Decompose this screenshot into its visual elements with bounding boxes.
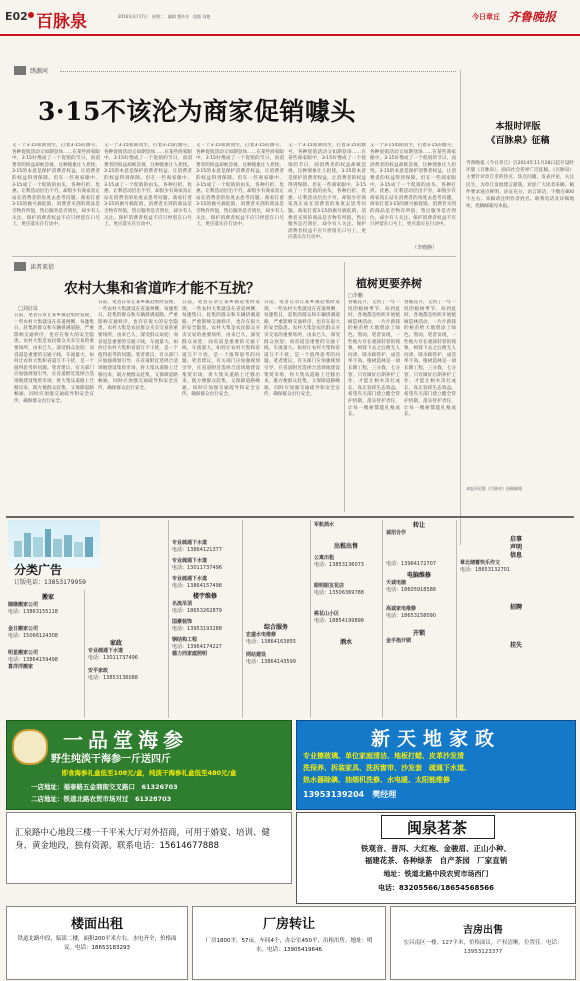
hall-rent-text: 汇泉路中心地段三楼一千平米大厅对外招商，可用于婚宴、培训、健身、黄金地段，独有资源。联系电话：15614677888 (15, 828, 271, 851)
article-315-col3: 又一个3·15如期而至，打着3·15的旗号，各种促销活动又如期登场……在某些商家眼中，3·15好像成了一个促销的节日，而消费者的权益却被忽视，这种现象让人担忧。3·15的本意是保护消费者权益，让消费者的权益得到保障。但在一些商家眼中，3·15成了一个促销的由头，各种打折、优惠、让利活动层出不穷，却很少有商家真正站在消费者的角度去思考问题。商家打着3·15的旗号搞促销，消费者买到的商品是否物有所值，售后服务是否到位，却少有人关注。保护消费者权益不应只停留在口号上，更应落实在行动中。 (196, 143, 284, 228)
hk-title: 新天地家政 (370, 728, 501, 750)
seacuc-logo (12, 729, 48, 765)
hk-line1: 专业擦玻璃、单位家庭清洁、地板打蜡、皮革沙发清 (303, 752, 464, 760)
hk-1-phone: 电话：13011737496 (88, 655, 138, 661)
tr-3-phone: 电话：18653158090 (386, 613, 436, 619)
moving-head: 搬家 (41, 594, 54, 601)
tea-line1: 铁观音、普洱、大红袍、金骏眉、正山小种、 (361, 844, 511, 853)
svc-7: 德力西家庭照明 (172, 651, 208, 657)
classified-title: 分类广告 (14, 563, 63, 577)
rental-head: 出租出售 (333, 543, 358, 550)
classified-phone: 订版电话：13853179959 (14, 579, 86, 586)
notice-head: 启事 (509, 536, 522, 543)
svc-2-phone: 电话：13011737496 (172, 565, 222, 571)
cls-div-1 (84, 590, 85, 718)
factory-title: 厂房转让 (262, 917, 315, 932)
ad-house-sale (390, 906, 576, 980)
rent-1: 公寓出租 (314, 555, 335, 561)
general-head: 综合服务 (263, 624, 288, 631)
hk-phone: 13953139204 樊经理 (303, 790, 397, 799)
headline-market: 农村大集和省道咋才能不互扰？ (64, 281, 260, 297)
gen-1-phone: 电话：13864163855 (246, 639, 296, 645)
cls-div-2 (168, 520, 169, 718)
ad-housekeeping (296, 720, 576, 810)
recruit-head: 招聘 (509, 604, 522, 611)
section-dot (28, 12, 34, 18)
letter-label: 读者来信 (30, 264, 55, 271)
moving-3: 明星搬家公司 (8, 650, 39, 656)
svc-4: 名流吊顶 (172, 601, 193, 607)
newspaper-logo: 齐鲁晚报 (508, 10, 557, 24)
rent-1-phone: 电话：13853136073 (314, 562, 364, 568)
gen-1: 宏盛水电维修 (246, 632, 277, 638)
tea-phone: 电话：83205566/18654568566 (377, 884, 495, 892)
cls-div-6 (456, 520, 457, 718)
classified-col-notices (460, 522, 572, 650)
column-label-bar (14, 66, 26, 75)
tr-3: 高诚家电维修 (386, 606, 417, 612)
tr-2-phone: 电话：18605918588 (386, 587, 436, 593)
call-body: 齐鲁晚报《今日章丘》自2014年11月28日起开设时评版《百脉泉》，面向社会各界广泛征稿。《百脉泉》主要针对章丘市的热点、焦点问题，发表评论，关注民生，为章丘发展建言献策。欢迎广大读者来稿，稿件要求观点鲜明、论证充分、语言简洁，字数在800字左右。来稿请注明作者姓名、联系电话及详细地址。投稿邮箱见本报。 (466, 161, 574, 210)
trees-byline: □李鹏 (348, 293, 363, 299)
skyline-icon (12, 527, 96, 557)
rent-2-phone: 电话：13506369788 (314, 590, 364, 596)
column-label-rule (60, 71, 456, 72)
info-head: 信息 (509, 552, 522, 559)
tea-line2: 福建花茶、各种绿茶 自产茶园 厂家直销 (364, 856, 508, 865)
article-315-col4: 又一个3·15如期而至，打着3·15的旗号，各种促销活动又如期登场……在某些商家眼中，3·15好像成了一个促销的节日，而消费者的权益却被忽视，这种现象让人担忧。3·15的本意是保护消费者权益，让消费者的权益得到保障。但在一些商家眼中，3·15成了一个促销的由头，各种打折、优惠、让利活动层出不穷，却很少有商家真正站在消费者的角度去思考问题。商家打着3·15的旗号搞促销，消费者买到的商品是否物有所值，售后服务是否到位，却少有人关注。保护消费者权益不应只停留在口号上，更应落实在行动中。 (288, 143, 366, 241)
svc-6: 钢结构工程 (172, 637, 198, 643)
svc-1-phone: 电话：13864121377 (172, 547, 222, 553)
hk-2: 安平家政 (88, 668, 109, 674)
page-code: E02 (5, 10, 28, 23)
tea-addr: 地址：铁道北路中段农贸市场西门 (383, 870, 489, 878)
today-label: 今日章丘 (472, 13, 500, 21)
cls-div-4 (310, 520, 311, 718)
tr-1: 诚招合作 (386, 530, 407, 536)
svc-5-phone: 电话：13953193288 (172, 626, 222, 632)
tr-2: 天诚电脑 (386, 580, 407, 586)
article-315-byline: （李晓静） (412, 245, 438, 251)
cls-div-5 (382, 520, 383, 718)
tea-title: 闽泉茗茶 (406, 819, 467, 837)
svc-4-phone: 电话：18653262879 (172, 608, 222, 614)
nt-1-phone: 电话：18653132701 (460, 567, 510, 573)
letter-label-bar (14, 262, 26, 271)
article-market-col2: 日前，笔者在章丘某乡镇赶集时发现，一些农村大集就设在省道两侧，每逢集日，赶集的群众和车辆挤满道路，严重影响交通秩序，也存在很大的安全隐患。农村大集是农民群众买卖交易的重要场所，由来已久，深受群众欢迎；而省道是重要的交通干线，车流量大。如何让农村大集和省道互不干扰，是一个值得思考的问题。笔者建议，有关部门应加强规划引导，在省道附近选择合适场地建设集贸市场，将大集从道路上迁移出来，既方便群众赶集，又保障道路畅通，同时应加强交通疏导和安全宣传，确保群众出行安全。 (98, 300, 178, 391)
gen-2-phone: 电话：13864143599 (246, 659, 296, 665)
call-title: 本报时评版 (495, 122, 541, 132)
ad-factory (192, 906, 386, 980)
classified-col-services (172, 522, 238, 658)
moving-1: 随缘搬家公司 (8, 602, 39, 608)
call-contact: 本报评论版《百脉泉》投稿邮箱 (466, 486, 522, 491)
ad-hall-rent (6, 812, 292, 884)
svc-3-phone: 电话：13864157498 (172, 583, 222, 589)
headline-315: 3·15不该沦为商家促销噱头 (38, 97, 356, 126)
classified-col-general (246, 624, 306, 666)
lost-head: 挂失 (509, 642, 522, 649)
hk-line3: 热水器除碘、油烟机洗修、水电暖、太阳能维修 (303, 776, 450, 784)
letter-byline: □刘启泉 (18, 306, 38, 312)
pc-repair-head: 电脑维修 (406, 572, 431, 579)
article-market-col3: 日前，笔者在章丘某乡镇赶集时发现，一些农村大集就设在省道两侧，每逢集日，赶集的群众和车辆挤满道路，严重影响交通秩序，也存在很大的安全隐患。农村大集是农民群众买卖交易的重要场所，由来已久，深受群众欢迎；而省道是重要的交通干线，车流量大。如何让农村大集和省道互不干扰，是一个值得思考的问题。笔者建议，有关部门应加强规划引导，在省道附近选择合适场地建设集贸市场，将大集从道路上迁移出来，既方便群众赶集，又保障道路畅通，同时应加强交通疏导和安全宣传，确保群众出行安全。 (182, 300, 260, 398)
transfer-head: 转让 (412, 522, 425, 529)
moving-2-phone: 电话：15066124308 (8, 633, 58, 639)
hk-line2: 洗保养、拆装家具、洗拆窗帘、沙发套 疏通下水道、 (303, 764, 471, 772)
article-market-col1: 日前，笔者在章丘某乡镇赶集时发现，一些农村大集就设在省道两侧，每逢集日，赶集的群众和车辆挤满道路，严重影响交通秩序，也存在很大的安全隐患。农村大集是农民群众买卖交易的重要场所，由来已久，深受群众欢迎；而省道是重要的交通干线，车流量大。如何让农村大集和省道互不干扰，是一个值得思考的问题。笔者建议，有关部门应加强规划引导，在省道附近选择合适场地建设集贸市场，将大集从道路上迁移出来，既方便群众赶集，又保障道路畅通，同时应加强交通疏导和安全宣传，确保群众出行安全。 (14, 313, 94, 404)
article-315-col5: 又一个3·15如期而至，打着3·15的旗号，各种促销活动又如期登场……在某些商家眼中，3·15好像成了一个促销的节日，而消费者的权益却被忽视，这种现象让人担忧。3·15的本意是保护消费者权益，让消费者的权益得到保障。但在一些商家眼中，3·15成了一个促销的由头，各种打折、优惠、让利活动层出不穷，却很少有商家真正站在消费者的角度去思考问题。商家打着3·15的旗号搞促销，消费者买到的商品是否物有所值，售后服务是否到位，却少有人关注。保护消费者权益不应只停留在口号上，更应落实在行动中。 (370, 143, 456, 228)
rent-3-phone: 电话：18854199898 (314, 618, 364, 624)
classified-top-rule (6, 516, 574, 518)
svc-1: 专业疏通下水道 (172, 540, 208, 546)
tr-4: 金手指开锁 (386, 638, 412, 644)
rent-3: 桃花山小区 (314, 611, 340, 617)
classified-col-moving (8, 594, 88, 671)
city-skyline-illustration (12, 527, 96, 557)
ad-tea (296, 812, 576, 904)
svc-6-phone: 电话：13964174227 (172, 644, 222, 650)
page-header (0, 0, 580, 36)
column-label: 绣源河 (30, 68, 49, 75)
nt-1: 章北储蓄快乐作文 (460, 560, 501, 566)
house-text: 宏昌南区一楼，127平米，价格面议。产权清晰，位置佳。电话：13953123377 (403, 940, 563, 955)
article-market-col4: 日前，笔者在章丘某乡镇赶集时发现，一些农村大集就设在省道两侧，每逢集日，赶集的群众和车辆挤满道路，严重影响交通秩序，也存在很大的安全隐患。农村大集是农民群众买卖交易的重要场所，由来已久，深受群众欢迎；而省道是重要的交通干线，车流量大。如何让农村大集和省道互不干扰，是一个值得思考的问题。笔者建议，有关部门应加强规划引导，在省道附近选择合适场地建设集贸市场，将大集从道路上迁移出来，既方便群众赶集，又保障道路畅通，同时应加强交通疏导和安全宣传，确保群众出行安全。 (264, 300, 340, 398)
statement-head: 声明 (509, 544, 522, 551)
svc-5: 国豪装饰 (172, 619, 193, 625)
classified-col-transfer (386, 522, 452, 645)
floor-title: 楼面出租 (70, 917, 123, 932)
seacuc-line2: 即食海参礼盒低至108元/盒，纯淡干海参礼盒低至480元/盒 (61, 769, 237, 777)
floor-text: 铁道北路中段，临街二楼，面积200平米左右，水电齐全，价格面议。电话：18653183293 (17, 936, 177, 951)
factory-text: 厂房1800平，57亩，车间4个，办公室450平，出租出售。地址：明水。电话：13905419646 (205, 938, 373, 953)
house-title: 吉房出售 (463, 925, 503, 936)
locksmith-head: 开锁 (412, 630, 425, 637)
article-315-col2: 又一个3·15如期而至，打着3·15的旗号，各种促销活动又如期登场……在某些商家眼中，3·15好像成了一个促销的节日，而消费者的权益却被忽视，这种现象让人担忧。3·15的本意是保护消费者权益，让消费者的权益得到保障。但在一些商家眼中，3·15成了一个促销的由头，各种打折、优惠、让利活动层出不穷，却很少有商家真正站在消费者的角度去思考问题。商家打着3·15的旗号搞促销，消费者买到的商品是否物有所值，售后服务是否到位，却少有人关注。保护消费者权益不应只停留在口号上，更应落实在行动中。 (104, 143, 192, 228)
moving-4: 喜洋洋搬家 (8, 664, 34, 670)
moving-3-phone: 电话：13864159498 (8, 657, 58, 663)
ad-floor-rent (6, 906, 188, 980)
classified-col-rental (314, 522, 378, 647)
article-trees-col1: 春暖花开，又到了一年一度的植树季节。每到此时，各地都会组织开展植树造林活动，一片片新栽的树苗给大地增添了绿色。然而，笔者发现，一些地方存在重栽轻管的现象，树栽下去之后便无人问津，缺水缺管护，成活率不高。植树造林是一项长期工程，三分栽，七分管。只有做好后期养护工作，才能让树木茁壮成长，真正发挥生态效益。希望有关部门建立健全管护机制，落实管护责任，让每一棵树都能扎根成长。 (348, 300, 400, 418)
svc-3: 专业疏通下水道 (172, 576, 208, 582)
rent-0: 军航酒水 (314, 522, 335, 528)
gen-2: 网站建设 (246, 652, 267, 658)
housekeeping-head: 家政 (109, 640, 122, 647)
moving-2: 金日搬家公司 (8, 626, 39, 632)
right-col-divider (460, 70, 461, 545)
rent-2: 眼明眼友花店 (314, 583, 345, 589)
svc-2: 专业疏通下水道 (172, 558, 208, 564)
article-315-col1: 又一个3·15如期而至，打着3·15的旗号，各种促销活动又如期登场……在某些商家眼中，3·15好像成了一个促销的节日，而消费者的权益却被忽视，这种现象让人担忧。3·15的本意是保护消费者权益，让消费者的权益得到保障。但在一些商家眼中，3·15成了一个促销的由头，各种打折、优惠、让利活动层出不穷，却很少有商家真正站在消费者的角度去思考问题。商家打着3·15的旗号搞促销，消费者买到的商品是否物有所值，售后服务是否到位，却少有人关注。保护消费者权益不应只停留在口号上，更应落实在行动中。 (12, 143, 100, 228)
call-subtitle: 《百脉泉》征稿 (486, 136, 550, 146)
page-meta: 2016年3月17日 星期二 编辑 翟传木 组版 刘艳 (118, 14, 211, 19)
seacuc-shop2: 二店地址：铁道北路农贸市场对过 61328703 (31, 795, 172, 803)
seacuc-line1: 野生纯淡干海参一斤送四斤 (51, 754, 171, 765)
building-repair-head: 楼宇维修 (192, 593, 217, 600)
seacuc-shop1: 一店地址：福泰路五金商街交叉路口 61326703 (31, 783, 178, 791)
tr-1-phone: 电话：13964172707 (386, 561, 436, 567)
article-trees-col2: 春暖花开，又到了一年一度的植树季节。每到此时，各地都会组织开展植树造林活动，一片片新栽的树苗给大地增添了绿色。然而，笔者发现，一些地方存在重栽轻管的现象，树栽下去之后便无人问津，缺水缺管护，成活率不高。植树造林是一项长期工程，三分栽，七分管。只有做好后期养护工作，才能让树木茁壮成长，真正发挥生态效益。希望有关部门建立健全管护机制，落实管护责任，让每一棵树都能扎根成长。 (404, 300, 456, 418)
hk-2-phone: 电话：13853136088 (88, 675, 138, 681)
hk-1: 专业疏通下水道 (88, 648, 124, 654)
moving-1-phone: 电话：13863155118 (8, 609, 58, 615)
classified-col-housekeeping (88, 640, 144, 682)
liquor-head: 酒水 (339, 639, 352, 646)
ad-sea-cucumber (6, 720, 292, 810)
seacuc-title: 一品堂海参 (63, 728, 188, 752)
article-divider (344, 262, 345, 512)
section-title: 百脉泉 (36, 12, 87, 32)
cls-div-3 (242, 520, 243, 718)
section-rule (12, 256, 456, 257)
headline-trees: 植树更要养树 (356, 277, 422, 290)
